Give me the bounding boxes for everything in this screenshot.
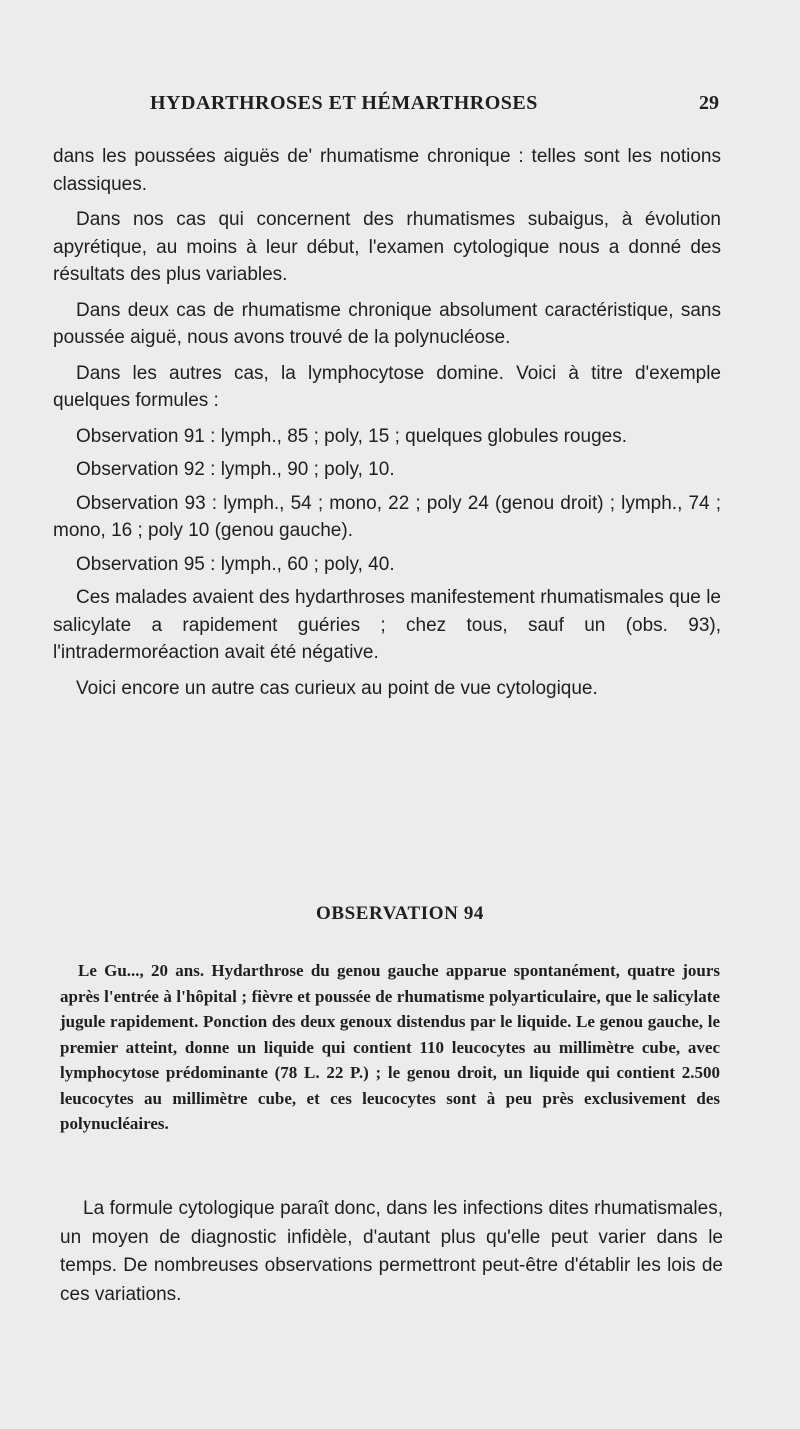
- paragraph-continuation: dans les poussées aiguës de' rhumatisme chronique : telles sont les notions classiques.: [53, 146, 721, 195]
- paragraph-curious-case: Voici encore un autre cas curieux au point de vue cytologique.: [76, 677, 598, 699]
- observation-91: Observation 91 : lymph., 85 ; poly, 15 ; quelques globules rouges.: [76, 425, 627, 447]
- page-header: [0, 92, 800, 122]
- paragraph-chronic-cases: Dans deux cas de rhumatisme chronique absolument caractéristique, sans poussée aiguë, nous avons trouvé de la polynucléose.: [53, 299, 721, 348]
- running-title: HYDARTHROSES ET HÉMARTHROSES: [150, 92, 538, 114]
- page-number: 29: [699, 92, 719, 114]
- paragraph-subacute-cases: Dans nos cas qui concernent des rhumatismes subaigus, à évolution apyrétique, au moins à leur début, l'examen cytologique nous a donné des résultats des plus variables.: [53, 209, 721, 285]
- body-text: [53, 143, 721, 710]
- observation-95: Observation 95 : lymph., 60 ; poly, 40.: [76, 553, 395, 575]
- observation-92: Observation 92 : lymph., 90 ; poly, 10.: [76, 459, 395, 480]
- paragraph-salicylate: Ces malades avaient des hydarthroses manifestement rhumatismales que le salicylate a rapidement guéries ; chez tous, sauf un (obs. 93), l'intradermoréaction avait été négative.: [53, 587, 721, 663]
- observation-94-text: Le Gu..., 20 ans. Hydarthrose du genou gauche apparue spontanément, quatre jours après l'entrée à l'hôpital ; fièvre et poussée de rhumatisme polyarticulaire, que le salicylate jugule rapidement. Ponction des deux genoux distendus par le liquide. Le genou gauche, le premier atteint, donne un liquide qui contient 110 leucocytes au millimètre cube, avec lymphocytose prédominante (78 L. 22 P.) ; le genou droit, un liquide qui contient 2.500 leucocytes au millimètre cube, et ces leucocytes sont à peu près exclusivement des polynucléaires.: [60, 961, 720, 1133]
- observation-93: Observation 93 : lymph., 54 ; mono, 22 ; poly 24 (genou droit) ; lymph., 74 ; mono, 16 ; poly 10 (genou gauche).: [53, 492, 721, 541]
- observation-heading: OBSERVATION 94: [315, 903, 485, 924]
- observation-formula-list: [53, 423, 721, 579]
- closing-paragraph: La formule cytologique paraît donc, dans les infections dites rhumatismales, un moyen de diagnostic infidèle, d'autant plus qu'elle peut varier dans le temps. De nombreuses observations permettront peut-être d'établir les lois de ces variations.: [60, 1198, 723, 1305]
- paragraph-lymphocytosis: Dans les autres cas, la lymphocytose domine. Voici à titre d'exemple quelques formules :: [53, 362, 721, 411]
